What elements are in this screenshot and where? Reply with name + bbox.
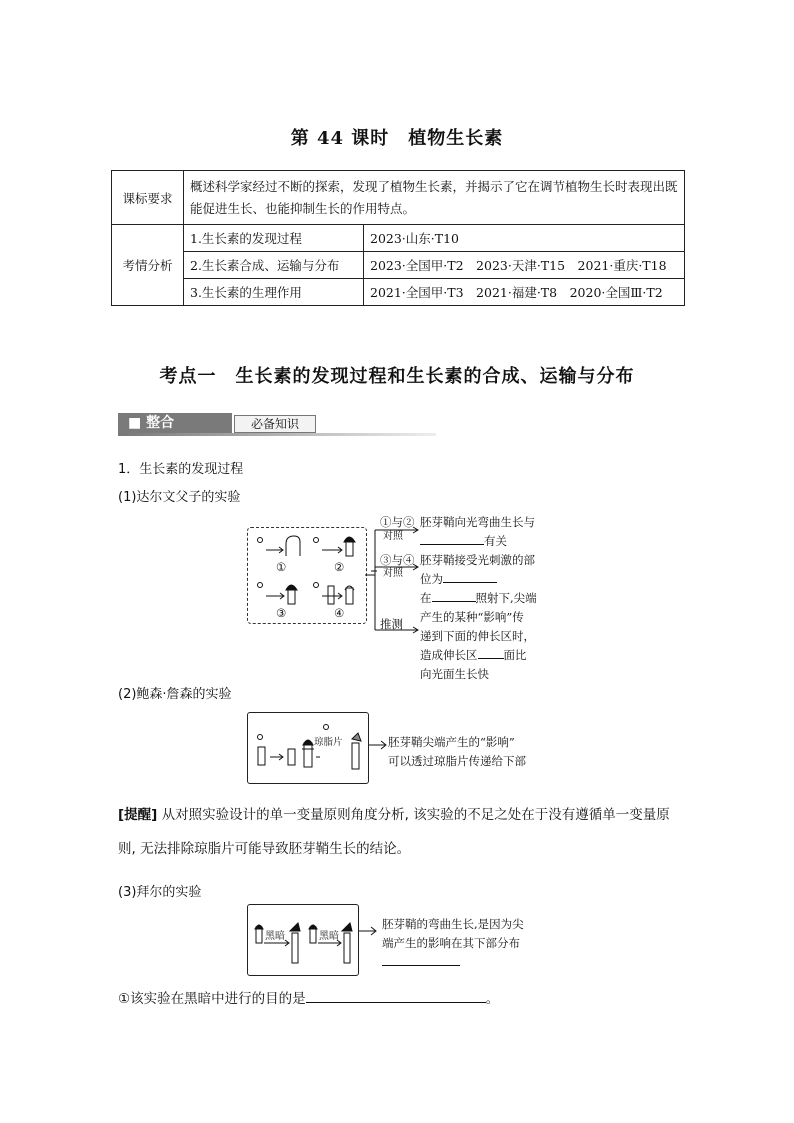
- result-line: 产生的某种“影响”传: [420, 610, 524, 624]
- table-row: [112, 171, 685, 225]
- requirements-table: [111, 170, 685, 306]
- heading-paal: (3)拜尔的实验: [118, 885, 202, 900]
- table-cell: 1.生长素的发现过程: [184, 225, 364, 252]
- banner-main-label: 整合: [146, 415, 175, 431]
- result-line: 胚芽鞘尖端产生的“影响”: [388, 735, 515, 749]
- table-cell: 2023·全国甲·T2 2023·天津·T15 2021·重庆·T18: [364, 252, 685, 279]
- table-cell: 概述科学家经过不断的探索，发现了植物生长素，并揭示了它在调节植物生长时表现出既能促进生长、也能抑制生长的作用特点。: [184, 171, 685, 225]
- result-line: 向光面生长快: [420, 667, 489, 681]
- darwin-result-2: [420, 551, 560, 589]
- table-row: [112, 279, 685, 306]
- compare-label-1: 对照: [383, 531, 403, 542]
- table-label: 课标要求: [112, 171, 184, 225]
- table-cell: 2023·山东·T10: [364, 225, 685, 252]
- label-1: ①: [276, 560, 287, 574]
- result-line: 有关: [484, 534, 507, 548]
- banner-main: ■ 整合: [118, 413, 232, 433]
- darwin-seedlings-figure: [248, 528, 366, 623]
- result-line: 造成伸长区: [420, 648, 478, 662]
- heading-boysen: (2)鲍森·詹森的实验: [118, 687, 232, 702]
- result-line: 在: [420, 591, 432, 605]
- section-title: 考点一 生长素的发现过程和生长素的合成、运输与分布: [159, 366, 635, 387]
- answer-blank[interactable]: [306, 988, 486, 1003]
- boysen-arrow: [369, 738, 389, 752]
- label-4: ④: [334, 606, 345, 620]
- result-line: 端产生的影响在其下部分布: [382, 936, 520, 950]
- table-cell: 3.生长素的生理作用: [184, 279, 364, 306]
- result-line: 胚芽鞘接受光刺激的部: [420, 553, 535, 567]
- table-row: [112, 252, 685, 279]
- darwin-inference: [420, 589, 560, 684]
- result-line: 胚芽鞘向光弯曲生长与: [420, 515, 535, 529]
- result-line: 递到下面的伸长区时，: [420, 629, 535, 643]
- boysen-figure: [248, 713, 368, 783]
- question-end: 。: [485, 991, 500, 1007]
- paal-arrow: [359, 924, 379, 938]
- paal-figure-box: [247, 904, 359, 976]
- darwin-result-1: [420, 513, 560, 551]
- banner: [118, 413, 436, 435]
- answer-blank[interactable]: [432, 601, 476, 602]
- compare-3-4: ③与④: [380, 553, 415, 567]
- result-line: 位为: [420, 572, 443, 586]
- infer-label: 推测: [380, 617, 403, 631]
- compare-label-2: 对照: [383, 568, 403, 579]
- heading-discovery: 1．生长素的发现过程: [118, 462, 244, 477]
- agar-label: 琼脂片: [314, 737, 343, 748]
- label-3: ③: [276, 606, 287, 620]
- result-line: 面比: [503, 648, 527, 662]
- result-line: 可以透过琼脂片传递给下部: [388, 754, 526, 768]
- question-1: [118, 988, 499, 1009]
- heading-darwin: (1)达尔文父子的实验: [118, 490, 241, 505]
- boysen-result: [388, 733, 526, 771]
- answer-blank[interactable]: [382, 955, 460, 966]
- hint-paragraph: [118, 798, 678, 866]
- hint-text: 从对照实验设计的单一变量原则角度分析, 该实验的不足之处在于没有遵循单一变量原则, 无法排除琼脂片可能导致胚芽鞘生长的结论。: [118, 807, 670, 857]
- table-cell: 2021·全国甲·T3 2021·福建·T8 2020·全国Ⅲ·T2: [364, 279, 685, 306]
- hint-tag: [提醒]: [118, 807, 158, 823]
- answer-blank[interactable]: [420, 544, 484, 545]
- result-line: 胚芽鞘的弯曲生长,是因为尖: [382, 917, 524, 931]
- compare-1-2: ①与②: [380, 515, 415, 529]
- question-text: ①该实验在黑暗中进行的目的是: [118, 991, 306, 1007]
- table-cell: 2.生长素合成、运输与分布: [184, 252, 364, 279]
- table-label: 考情分析: [112, 225, 184, 306]
- answer-blank[interactable]: [443, 582, 497, 583]
- banner-sub: 必备知识: [234, 415, 316, 433]
- answer-blank[interactable]: [478, 658, 504, 659]
- darwin-experiment-box: [247, 527, 367, 624]
- result-line: 照射下,尖端: [475, 591, 537, 605]
- dark-label-1: 黑暗: [265, 931, 285, 942]
- page-title: 第 44 课时 植物生长素: [290, 128, 504, 149]
- banner-line: [118, 433, 436, 436]
- label-2: ②: [334, 560, 345, 574]
- table-row: [112, 225, 685, 252]
- dark-label-2: 黑暗: [319, 931, 339, 942]
- paal-result: [382, 915, 552, 972]
- boysen-figure-box: [247, 712, 369, 784]
